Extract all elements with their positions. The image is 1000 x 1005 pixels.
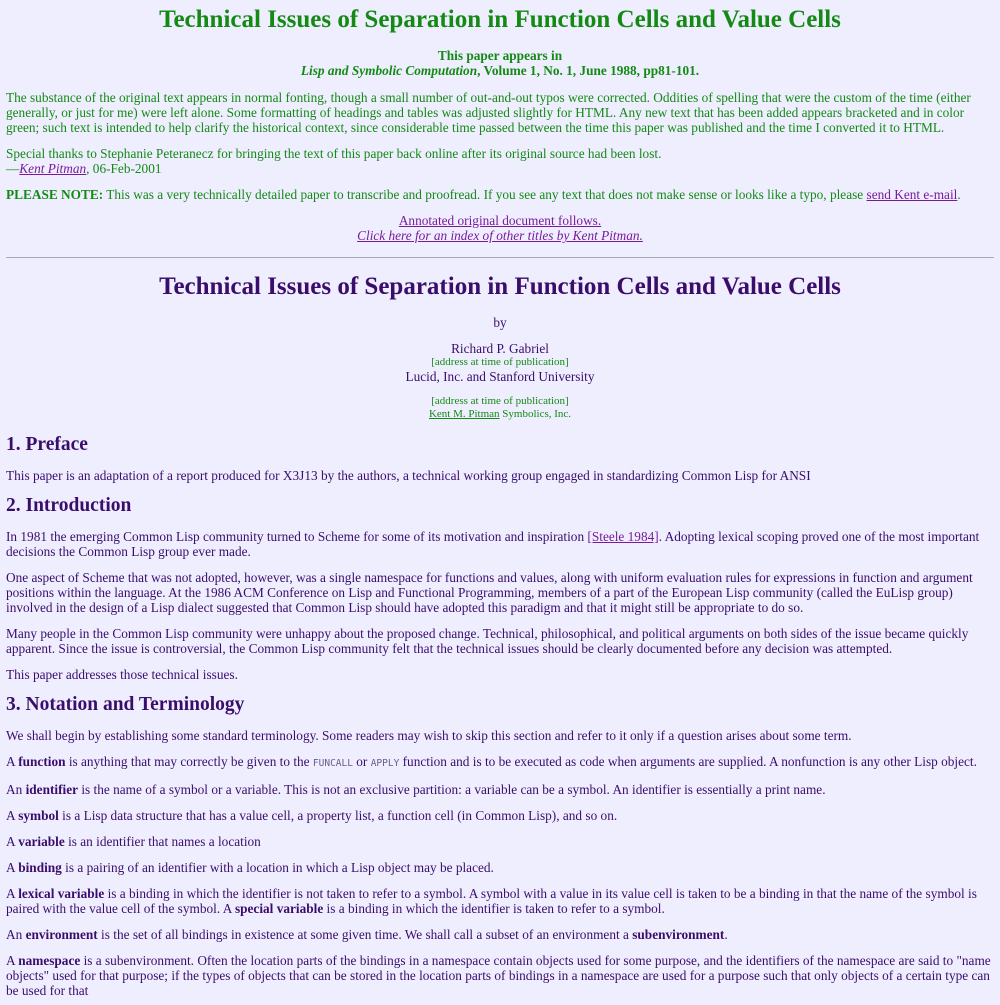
definition-symbol	[6, 808, 994, 823]
please-note-end: .	[957, 187, 961, 202]
section-introduction-heading: 2. Introduction	[6, 495, 132, 516]
def-identifier-b: is the name of a symbol or a variable. This is not an exclusive partition: a variable can be a symbol. An identifier is essentially a print name.	[78, 782, 826, 797]
by-line: by	[493, 315, 507, 330]
steele-1984-link[interactable]: [Steele 1984]	[587, 529, 659, 544]
def-lexical-b: is a binding in which the identifier is not taken to refer to a symbol. A symbol with a value in its value cell is taken to be a binding in that the name of the symbol is paired with the value cell of the symbol. A	[6, 886, 977, 916]
definition-namespace	[6, 953, 994, 998]
def-symbol-b: is a Lisp data structure that has a value cell, a property list, a function cell (in Common Lisp), and so on.	[58, 808, 618, 823]
def-symbol-a: A	[6, 808, 19, 823]
send-email-link[interactable]: send Kent e-mail	[866, 187, 958, 202]
introduction-paragraph-2: One aspect of Scheme that was not adopted, however, was a single namespace for functions and values, along with uniform evaluation rules for expressions in function and argument positions within the language. At the 1986 ACM Conference on Lisp and Functional Programming, members of a part of the European Lisp community (called the EuLisp group) involved in the design of a Lisp dialect suggested that Common Lisp should have adopted this paradigm and that it might still be appropriate to do so.	[6, 570, 973, 615]
definition-variable	[6, 834, 994, 849]
kent-pitman-link[interactable]	[19, 161, 86, 176]
def-binding-b: is a pairing of an identifier with a location in which a Lisp object may be placed.	[61, 860, 494, 875]
term-namespace: namespace	[18, 953, 81, 968]
please-note-text: This was a very technically detailed paper to transcribe and proofread. If you see any text that does not make sense or looks like a typo, please	[103, 187, 867, 202]
code-funcall: FUNCALL	[312, 758, 353, 769]
author-block-2	[6, 395, 994, 421]
def-binding-a: A	[6, 860, 19, 875]
journal-line	[6, 63, 994, 78]
def-ns-a: A	[6, 953, 19, 968]
introduction-paragraph-4: This paper addresses those technical issues.	[6, 667, 238, 682]
section-notation-heading: 3. Notation and Terminology	[6, 694, 245, 715]
definition-environment	[6, 927, 994, 942]
journal-name: Lisp and Symbolic Computation	[300, 63, 478, 78]
thanks-paragraph	[6, 146, 994, 176]
index-link[interactable]	[357, 228, 643, 243]
notation-paragraph-1: We shall begin by establishing some standard terminology. Some readers may wish to skip this section and refer to it only if a question arises about some term.	[6, 728, 852, 743]
publication-info	[6, 48, 994, 78]
term-subenvironment: subenvironment	[632, 927, 725, 942]
thanks-text: Special thanks to Stephanie Peteranecz for bringing the text of this paper back online after its original source had been lost.	[6, 146, 662, 161]
def-env-a: An	[6, 927, 26, 942]
term-special-variable: special variable	[234, 901, 324, 916]
paper-title: Technical Issues of Separation in Function Cells and Value Cells	[159, 273, 841, 300]
header-links	[6, 213, 994, 243]
annotated-document-link[interactable]: Annotated original document follows.	[398, 213, 602, 228]
definition-identifier	[6, 782, 994, 797]
intro-p1-text-b: . Adopting lexical scoping proved one of the most important decisions the Common Lisp group ever made.	[6, 529, 980, 559]
section-preface-heading: 1. Preface	[6, 434, 88, 455]
def-identifier-a: An	[6, 782, 26, 797]
address-note-2: [address at time of publication]	[431, 395, 569, 407]
author-gabriel: Richard P. Gabriel	[451, 341, 549, 356]
definition-function	[6, 754, 994, 771]
affiliation-symbolics: Symbolics, Inc.	[499, 408, 572, 420]
term-environment: environment	[25, 927, 98, 942]
intro-p1-text-a: In 1981 the emerging Common Lisp community turned to Scheme for some of its motivation and inspiration	[6, 529, 588, 544]
intro-paragraph: The substance of the original text appears in normal fonting, though a small number of out-and-out typos were corrected. Oddities of spelling that were the custom of the time (either generally, or just for me) were left alone. Some formatting of headings and tables was adjusted slightly for HTML. Any new text that has been added appears bracketed and in color green; such text is intended to help clarify the historical context, since considerable time passed between the time this paper was published and the time I converted it to HTML.	[6, 90, 971, 135]
term-binding: binding	[18, 860, 62, 875]
definition-binding	[6, 860, 994, 875]
def-ns-b: is a subenvironment. Often the location parts of the bindings in a namespace contain objects used for some purpose, and the identifiers of the namespace are said to "name objects" used for that purpose; if the types of objects that can be stored in the location parts of bindings in a namespace are used for a purpose such that only objects of a certain type can be used for that	[6, 953, 991, 998]
def-special-b: is a binding in which the identifier is taken to refer to a symbol.	[323, 901, 665, 916]
term-function: function	[18, 754, 66, 769]
term-lexical-variable: lexical variable	[18, 886, 105, 901]
page	[0, 5, 1000, 998]
def-variable-a: A	[6, 834, 19, 849]
index-link-rest: for an index of other titles by Kent Pitman.	[411, 228, 643, 243]
kent-pitman-link-text: Kent Pitman	[19, 161, 87, 176]
def-function-c: function and is to be executed as code when arguments are supplied. A nonfunction is any other Lisp object.	[399, 754, 977, 769]
term-identifier: identifier	[25, 782, 79, 797]
please-note-label: PLEASE NOTE:	[6, 187, 104, 202]
introduction-paragraph-1	[6, 529, 994, 559]
code-apply: APPLY	[370, 758, 400, 769]
def-variable-b: is an identifier that names a location	[64, 834, 261, 849]
address-note-1: [address at time of publication]	[431, 356, 569, 368]
journal-details: , Volume 1, No. 1, June 1988, pp81-101.	[477, 63, 700, 78]
def-env-b: is the set of all bindings in existence at some given time. We shall call a subset of an environment a	[97, 927, 633, 942]
preface-paragraph: This paper is an adaptation of a report produced for X3J13 by the authors, a technical working group engaged in standardizing Common Lisp for ANSI	[6, 468, 811, 483]
signature-date: , 06-Feb-2001	[86, 161, 162, 176]
kent-m-pitman-link[interactable]: Kent M. Pitman	[428, 408, 500, 420]
term-symbol: symbol	[18, 808, 59, 823]
def-function-or: or	[352, 754, 371, 769]
divider	[6, 257, 994, 258]
definition-lexical-variable	[6, 886, 994, 916]
def-function-a: A	[6, 754, 19, 769]
def-function-b: is anything that may correctly be given to the	[65, 754, 313, 769]
please-note-paragraph	[6, 187, 994, 202]
affiliation-lucid: Lucid, Inc. and Stanford University	[405, 369, 595, 384]
em-dash: —	[6, 161, 20, 176]
header-title: Technical Issues of Separation in Function Cells and Value Cells	[159, 6, 841, 33]
term-variable: variable	[18, 834, 65, 849]
introduction-paragraph-3: Many people in the Common Lisp community were unhappy about the proposed change. Technical, philosophical, and political arguments on both sides of the issue became quickly apparent. Since the issue is controversial, the Common Lisp community felt that the technical issues should be clearly documented before any decision was attempted.	[6, 626, 969, 656]
def-subenv-end: .	[724, 927, 728, 942]
def-lexical-a: A	[6, 886, 19, 901]
appears-line: This paper appears in	[437, 48, 563, 63]
index-link-click-here: Click here	[357, 228, 412, 243]
author-block-1	[6, 341, 994, 384]
